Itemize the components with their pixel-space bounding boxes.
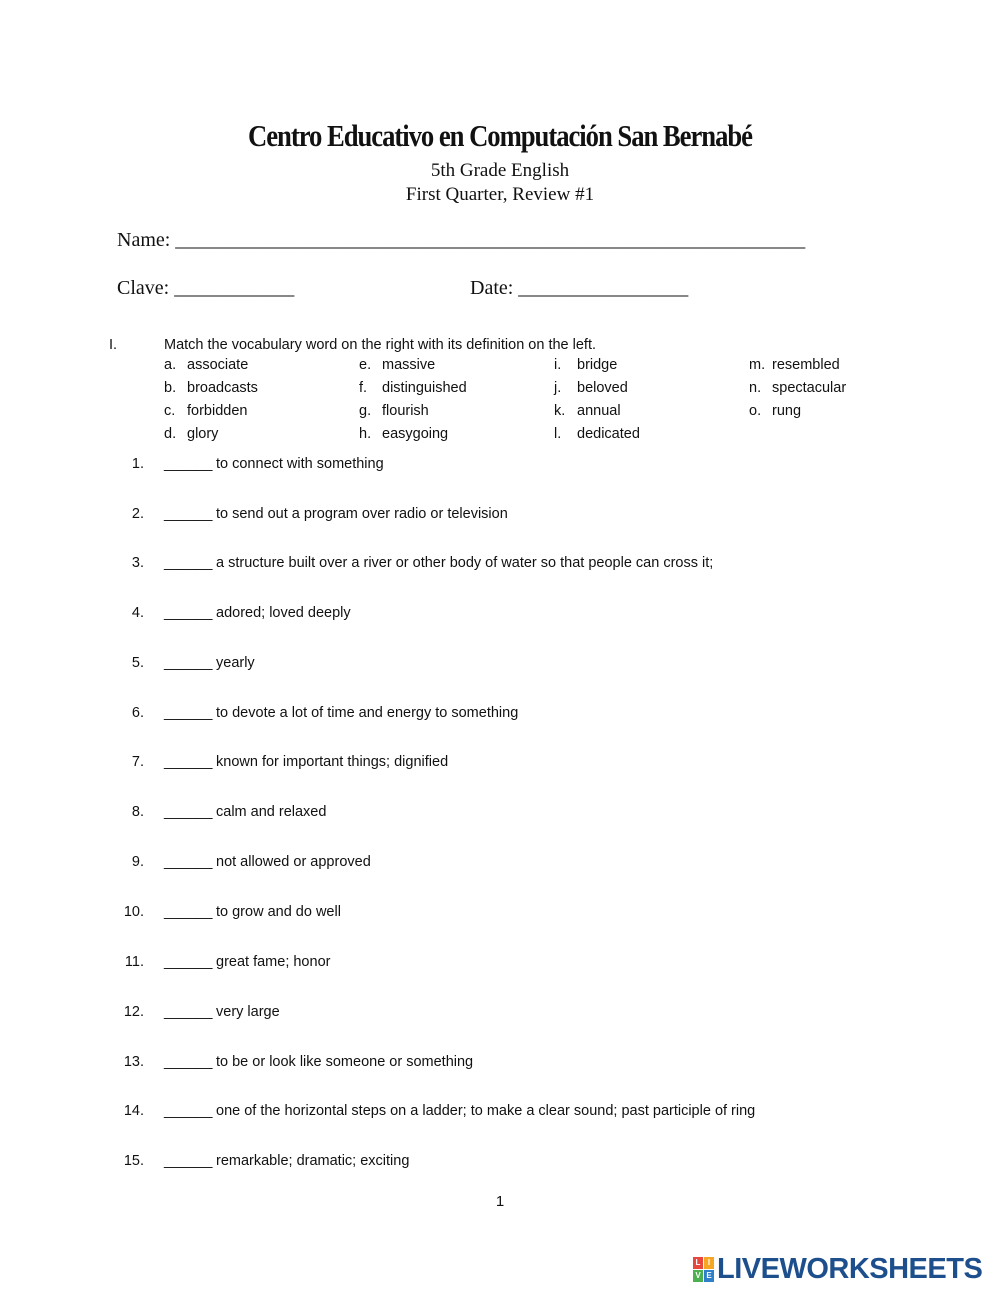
question-row [0, 954, 1000, 974]
question-row [0, 1153, 1000, 1173]
question-number: 13. [123, 1054, 144, 1070]
answer-blank[interactable]: ______ [164, 506, 213, 522]
question-definition: one of the horizontal steps on a ladder; to make a clear sound; past participle of ring [216, 1103, 756, 1119]
vocab-word: distinguished [382, 380, 467, 396]
answer-blank[interactable]: ______ [164, 1004, 213, 1020]
question-row [0, 1004, 1000, 1024]
answer-blank[interactable]: ______ [164, 754, 213, 770]
vocab-letter: o. [749, 403, 762, 419]
question-definition: to send out a program over radio or television [216, 506, 508, 522]
vocab-letter: k. [554, 403, 566, 419]
vocab-word: rung [772, 403, 802, 419]
vocab-word: associate [187, 357, 249, 373]
question-row [0, 456, 1000, 476]
section-instruction: Match the vocabulary word on the right with its definition on the left. [164, 337, 597, 353]
vocab-word: forbidden [187, 403, 248, 419]
vocab-letter: l. [554, 426, 562, 442]
name-field[interactable]: Name: _______________________________________________________________ [117, 229, 806, 251]
vocab-letter: c. [164, 403, 176, 419]
question-row [0, 804, 1000, 824]
section-numeral: I. [109, 337, 118, 353]
vocab-letter: n. [749, 380, 762, 396]
question-definition: a structure built over a river or other body of water so that people can cross it; [216, 555, 714, 571]
question-definition: not allowed or approved [216, 854, 371, 870]
question-number: 14. [123, 1103, 144, 1119]
question-number: 6. [131, 705, 144, 721]
vocab-word: spectacular [772, 380, 847, 396]
answer-blank[interactable]: ______ [164, 456, 213, 472]
vocab-word: resembled [772, 357, 840, 373]
vocab-letter: j. [554, 380, 562, 396]
vocab-word: bridge [577, 357, 618, 373]
question-number: 1. [131, 456, 144, 472]
answer-blank[interactable]: ______ [164, 854, 213, 870]
question-row [0, 705, 1000, 725]
vocab-letter: i. [554, 357, 562, 373]
question-definition: known for important things; dignified [216, 754, 449, 770]
school-title: Centro Educativo en Computación San Bernabé [248, 118, 752, 153]
question-number: 2. [131, 506, 144, 522]
question-number: 11. [124, 954, 144, 970]
vocab-letter: f. [359, 380, 368, 396]
vocab-letter: a. [164, 357, 177, 373]
vocab-word: glory [187, 426, 219, 442]
badge-letter: I [704, 1257, 714, 1269]
grade-subtitle: 5th Grade English [430, 160, 570, 181]
badge-letter: V [693, 1270, 703, 1282]
question-definition: calm and relaxed [216, 804, 327, 820]
vocab-word: dedicated [577, 426, 640, 442]
answer-blank[interactable]: ______ [164, 804, 213, 820]
answer-blank[interactable]: ______ [164, 1103, 213, 1119]
question-number: 8. [131, 804, 144, 820]
question-row [0, 655, 1000, 675]
vocab-word: flourish [382, 403, 429, 419]
question-row [0, 754, 1000, 774]
answer-blank[interactable]: ______ [164, 555, 213, 571]
page-number: 1 [495, 1193, 505, 1210]
vocab-letter: b. [164, 380, 177, 396]
vocab-letter: g. [359, 403, 372, 419]
clave-field[interactable]: Clave: ____________ [117, 277, 295, 299]
question-row [0, 555, 1000, 575]
question-definition: to grow and do well [216, 904, 341, 920]
answer-blank[interactable]: ______ [164, 1054, 213, 1070]
vocab-word: broadcasts [187, 380, 258, 396]
question-row [0, 854, 1000, 874]
badge-letter: E [704, 1270, 714, 1282]
question-number: 7. [131, 754, 144, 770]
answer-blank[interactable]: ______ [164, 655, 213, 671]
vocab-word: easygoing [382, 426, 449, 442]
vocab-letter: e. [359, 357, 372, 373]
question-definition: to be or look like someone or something [216, 1054, 474, 1070]
question-number: 9. [131, 854, 144, 870]
question-number: 4. [131, 605, 144, 621]
live-badge-icon [693, 1257, 715, 1283]
question-definition: adored; loved deeply [216, 605, 351, 621]
vocab-letter: m. [749, 357, 766, 373]
question-definition: great fame; honor [216, 954, 331, 970]
question-number: 5. [131, 655, 144, 671]
vocab-letter: d. [164, 426, 177, 442]
question-number: 3. [131, 555, 144, 571]
question-number: 12. [123, 1004, 144, 1020]
logo-text: LIVEWORKSHEETS [717, 1253, 983, 1285]
answer-blank[interactable]: ______ [164, 1153, 213, 1169]
question-row [0, 1103, 1000, 1123]
question-number: 10. [123, 904, 144, 920]
review-subtitle: First Quarter, Review #1 [405, 184, 595, 205]
question-number: 15. [123, 1153, 144, 1169]
vocab-word: beloved [577, 380, 628, 396]
question-row [0, 605, 1000, 625]
date-field[interactable]: Date: _________________ [470, 277, 689, 299]
question-definition: to connect with something [216, 456, 384, 472]
vocab-word: annual [577, 403, 621, 419]
question-row [0, 1054, 1000, 1074]
question-definition: yearly [216, 655, 255, 671]
question-definition: to devote a lot of time and energy to something [216, 705, 519, 721]
answer-blank[interactable]: ______ [164, 904, 213, 920]
question-row [0, 904, 1000, 924]
answer-blank[interactable]: ______ [164, 954, 213, 970]
question-row [0, 506, 1000, 526]
vocab-letter: h. [359, 426, 372, 442]
badge-letter: L [693, 1257, 703, 1269]
question-definition: remarkable; dramatic; exciting [216, 1153, 410, 1169]
vocab-word: massive [382, 357, 436, 373]
answer-blank[interactable]: ______ [164, 605, 213, 621]
answer-blank[interactable]: ______ [164, 705, 213, 721]
question-definition: very large [216, 1004, 280, 1020]
